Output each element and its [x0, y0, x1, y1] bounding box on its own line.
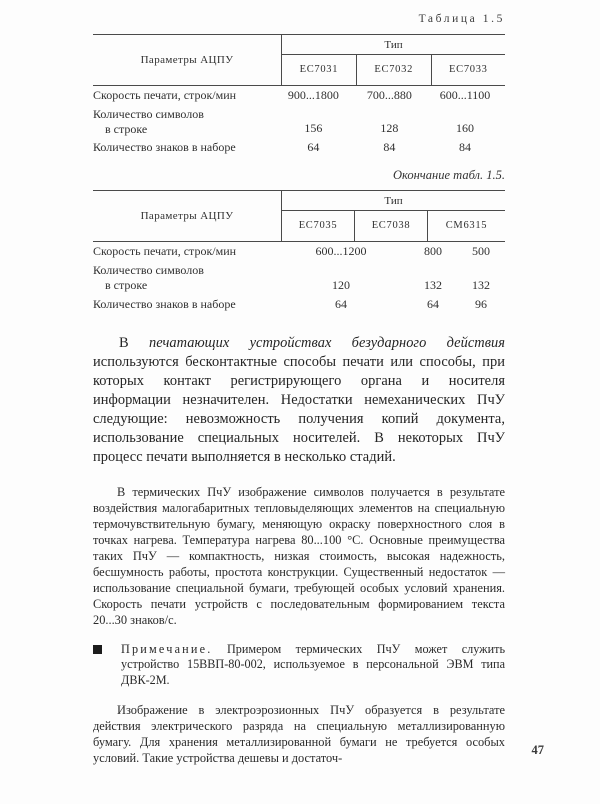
row-value-set-3: 84	[458, 140, 471, 155]
row-value-chars-1: 156	[304, 121, 323, 136]
table-header-row	[93, 191, 505, 211]
table-caption-main	[93, 13, 505, 25]
para1-rest: используются бесконтактные способы печати или способы, при которых контакт регистрирующего органа и носителя информации незначителен. Недостатки немеханических ПчУ следующие: невозможность получения копий документа, использование специальных носителей. В некоторых ПчУ процесс печати выполняется в несколько стадий.	[93, 353, 505, 465]
table-acpu-part1-body	[93, 86, 505, 157]
header-model-3: ЕС7033	[449, 64, 488, 75]
paragraph-thermal-printers: В термических ПчУ изображение символов получается в результате воздействия малогабаритных тепловыделяющих элементов на специальную термочувствительную бумагу, меняющую окраску поверхностного слоя в точках нагрева. Температура нагрева 80...100 °С. Основные преимущества таких ПчУ — компактность, низкая стоимость, высокая надежность, бесшумность работы, простота конструкции. Существенный недостаток — использование специальной бумаги, требующей особых условий хранения. Скорость печати устройств с последовательным формированием текста 20...30 знаков/с.	[93, 484, 505, 627]
row-label-chars-line2: в строке	[105, 277, 148, 292]
row-value-chars-2: 128	[380, 121, 399, 136]
header-model-3: СМ6315	[445, 220, 488, 232]
note-text: Примером термических ПчУ может служить устройство 15ВВП-80-002, используемое в персональной ЭВМ типа ДВК-2М.	[121, 641, 505, 687]
page-number: 47	[531, 743, 544, 757]
row-value-speed-2: 800	[424, 244, 442, 259]
row-value-speed-1: 600...1200	[315, 244, 367, 259]
header-group-tip: Тип	[282, 191, 506, 211]
table-row	[93, 242, 505, 261]
para1-italic-term: печатающих устройствах безударного действия	[148, 334, 505, 351]
row-label-speed: Скорость печати, строк/мин	[93, 244, 237, 259]
paragraph-nonimpact-printers	[93, 334, 505, 467]
header-model-1: ЕС7035	[282, 211, 355, 242]
header-params: Параметры АЦПУ	[93, 35, 282, 86]
row-value-chars-3: 160	[455, 121, 474, 136]
page-content-column	[93, 0, 505, 804]
row-value-set-2: 64	[427, 296, 439, 311]
row-value-speed-3: 500	[472, 244, 490, 259]
header-group-tip: Тип	[282, 35, 506, 55]
row-value-set-1: 64	[335, 296, 347, 311]
row-value-set-3: 96	[475, 296, 487, 311]
row-value-chars-2: 132	[424, 277, 442, 292]
row-label-speed: Скорость печати, строк/мин	[93, 88, 237, 103]
table-caption-main-text: Таблица 1.5	[418, 13, 505, 25]
table-row	[93, 138, 505, 157]
row-value-chars-3: 132	[472, 277, 490, 292]
row-value-set-2: 84	[383, 140, 396, 155]
table-row	[93, 86, 505, 105]
table-row	[93, 295, 505, 314]
row-label-chars-line2: в строке	[105, 121, 148, 136]
para1-lead: В	[119, 334, 149, 351]
header-model-1: ЕС7031	[282, 55, 357, 86]
square-bullet-icon	[93, 645, 102, 654]
table-acpu-part1	[93, 34, 505, 86]
row-label-chars	[93, 261, 273, 294]
row-value-speed-1: 900...1800	[287, 88, 339, 102]
row-value-speed-2: 700...880	[366, 88, 412, 102]
row-label-chars	[93, 105, 273, 138]
table-acpu-part2	[93, 190, 505, 242]
row-value-speed-3: 600...1100	[439, 88, 491, 102]
header-model-2: ЕС7032	[356, 55, 431, 86]
header-params: Параметры АЦПУ	[93, 191, 282, 242]
table-caption-continuation: Окончание табл. 1.5.	[392, 168, 505, 183]
row-label-set: Количество знаков в наборе	[93, 296, 236, 311]
paragraph-electroerosion-printers: Изображение в электроэрозионных ПчУ образуется в результате действия электрического разряда на специальную металлизированную бумагу. Для хранения металлизированной бумаги не требуется особых условий. Такие устройства дешевы и достаточ-	[93, 703, 505, 766]
row-label-set: Количество знаков в наборе	[93, 140, 236, 155]
table-row	[93, 105, 505, 138]
note-label: Примечание.	[121, 641, 213, 656]
row-label-chars-line1: Количество символов	[93, 107, 204, 121]
table-row	[93, 261, 505, 294]
row-value-chars-1: 120	[332, 277, 350, 292]
table-header-row	[93, 35, 505, 55]
row-label-chars-line1: Количество символов	[93, 263, 204, 278]
table-acpu-part2-body	[93, 242, 505, 313]
header-model-2: ЕС7038	[355, 211, 428, 242]
note-block	[93, 642, 505, 688]
row-value-set-1: 64	[307, 140, 320, 155]
